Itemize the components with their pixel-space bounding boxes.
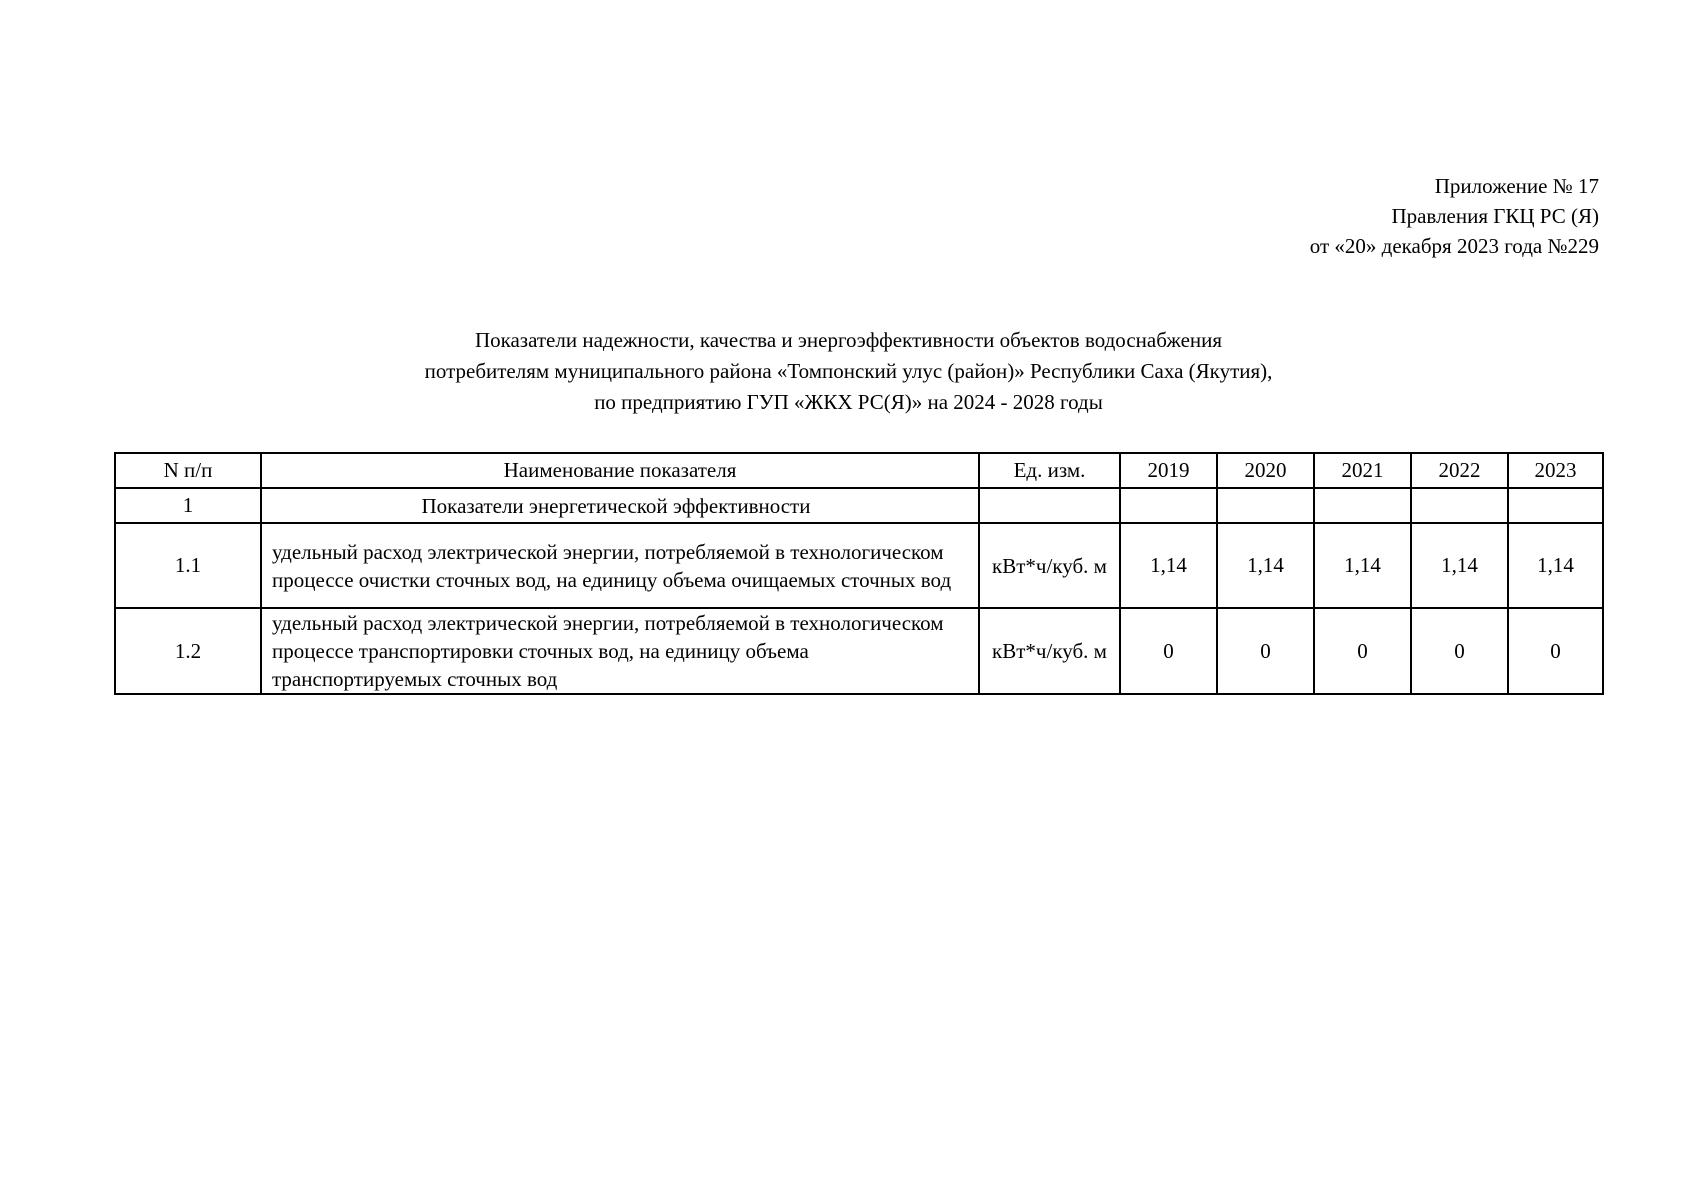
row-number: 1.2 — [115, 608, 261, 694]
group-year-empty — [1314, 488, 1411, 523]
document-title — [0, 325, 1697, 418]
header-number: N п/п — [115, 453, 261, 488]
row-value-2021: 0 — [1314, 608, 1411, 694]
header-year-2020: 2020 — [1217, 453, 1314, 488]
row-indicator-name: удельный расход электрической энергии, потребляемой в технологическом процессе очистки сточных вод, на единицу объема очищаемых сточных вод — [261, 523, 979, 608]
group-year-empty — [1217, 488, 1314, 523]
title-line-3: по предприятию ГУП «ЖКХ РС(Я)» на 2024 - 2028 годы — [594, 390, 1103, 414]
row-value-2022: 0 — [1411, 608, 1508, 694]
row-value-2023: 0 — [1508, 608, 1603, 694]
row-number: 1.1 — [115, 523, 261, 608]
header-year-2021: 2021 — [1314, 453, 1411, 488]
group-year-empty — [1120, 488, 1217, 523]
row-unit: кВт*ч/куб. м — [979, 608, 1120, 694]
row-value-2020: 0 — [1217, 608, 1314, 694]
group-unit-empty — [979, 488, 1120, 523]
header-indicator-name: Наименование показателя — [261, 453, 979, 488]
row-unit: кВт*ч/куб. м — [979, 523, 1120, 608]
row-value-2023: 1,14 — [1508, 523, 1603, 608]
header-year-2019: 2019 — [1120, 453, 1217, 488]
header-unit: Ед. изм. — [979, 453, 1120, 488]
approval-date: от «20» декабря 2023 года №229 — [1309, 234, 1599, 258]
row-value-2019: 1,14 — [1120, 523, 1217, 608]
table-header-row — [115, 453, 1603, 488]
header-year-2023: 2023 — [1508, 453, 1603, 488]
table-row — [115, 608, 1603, 694]
title-line-1: Показатели надежности, качества и энергоэффективности объектов водоснабжения — [474, 328, 1223, 352]
group-year-empty — [1411, 488, 1508, 523]
title-line-2: потребителям муниципального района «Томпонский улус (район)» Республики Саха (Якутия), — [424, 359, 1273, 383]
approving-body: Правления ГКЦ РС (Я) — [1391, 204, 1599, 228]
approval-block — [1310, 171, 1599, 261]
indicators-table — [114, 452, 1604, 695]
row-value-2020: 1,14 — [1217, 523, 1314, 608]
group-number: 1 — [115, 488, 261, 523]
group-year-empty — [1508, 488, 1603, 523]
table-row — [115, 523, 1603, 608]
group-name: Показатели энергетической эффективности — [261, 488, 979, 523]
row-value-2021: 1,14 — [1314, 523, 1411, 608]
table-group-row — [115, 488, 1603, 523]
row-value-2019: 0 — [1120, 608, 1217, 694]
appendix-number: Приложение № 17 — [1434, 174, 1599, 198]
row-indicator-name: удельный расход электрической энергии, потребляемой в технологическом процессе транспортировки сточных вод, на единицу объема транспортируемых сточных вод — [261, 608, 979, 694]
row-value-2022: 1,14 — [1411, 523, 1508, 608]
header-year-2022: 2022 — [1411, 453, 1508, 488]
